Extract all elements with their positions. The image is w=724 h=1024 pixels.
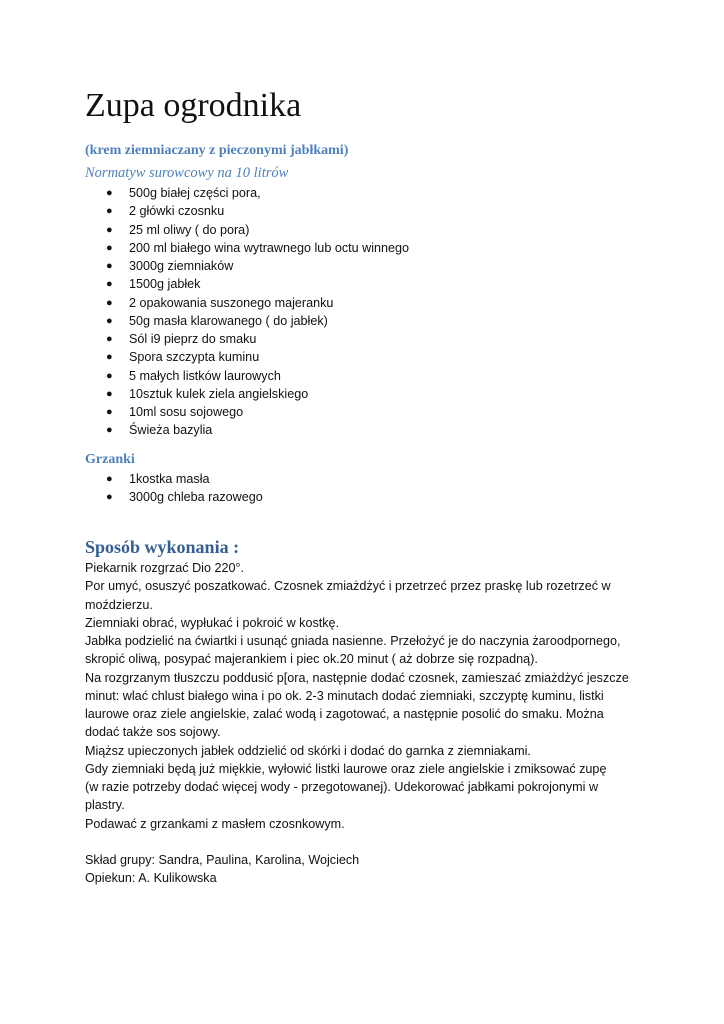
- ingredient-item-text: 1500g jabłek: [129, 277, 201, 292]
- method-line: (w razie potrzeby dodać więcej wody - przegotowanej). Udekorować jabłkami pokrojonymi w: [85, 780, 599, 794]
- ingredients-list: [106, 184, 409, 440]
- ingredient-item-text: 200 ml białego wina wytrawnego lub octu winnego: [129, 240, 410, 255]
- ingredient-item: [106, 184, 409, 202]
- norm-heading: Normatyw surowcowy na 10 litrów: [85, 165, 289, 181]
- method-heading: Sposób wykonania :: [85, 537, 240, 557]
- method-line: dodać także sos sojowy.: [85, 725, 221, 740]
- ingredient-item-text: 3000g ziemniaków: [129, 259, 234, 273]
- method-line: Miąższ upieczonych jabłek oddzielić od skórki i dodać do garnka z ziemniakami.: [85, 743, 531, 758]
- ingredient-item: [106, 403, 409, 421]
- ingredient-item-text: 50g masła klarowanego ( do jabłek): [129, 313, 328, 328]
- ingredient-item: [106, 294, 409, 312]
- grzanki-item: [106, 488, 263, 506]
- group-line: Skład grupy: Sandra, Paulina, Karolina, Wojciech: [85, 853, 360, 867]
- method-line: Ziemniaki obrać, wypłukać i pokroić w kostkę.: [85, 615, 340, 630]
- bullet-icon: ●: [106, 241, 113, 254]
- method-body: [85, 559, 645, 888]
- ingredient-item: [106, 257, 409, 275]
- ingredient-item-text: Sól i9 pieprz do smaku: [129, 332, 257, 346]
- bullet-icon: ●: [106, 351, 113, 364]
- bullet-icon: ●: [106, 260, 113, 272]
- bullet-icon: ●: [106, 406, 113, 418]
- document-title: Zupa ogrodnika: [85, 87, 302, 124]
- ingredient-item: [106, 421, 409, 439]
- ingredient-item: [106, 202, 409, 220]
- method-line: skropić oliwą, posypać majerankiem i piec ok.20 minut ( aż dobrze się rozpadną).: [85, 652, 538, 667]
- method-line: Por umyć, osuszyć poszatkować. Czosnek zmiażdżyć i przetrzeć przez praskę lub rozetrzeć w: [85, 579, 611, 594]
- ingredient-item: [106, 367, 409, 385]
- bullet-icon: ●: [106, 314, 113, 327]
- document-subtitle: (krem ziemniaczany z pieczonymi jabłkami): [85, 143, 349, 158]
- bullet-icon: ●: [106, 205, 113, 218]
- method-line: Podawać z grzankami z masłem czosnkowym.: [85, 816, 345, 831]
- ingredient-item: [106, 348, 409, 366]
- method-line: Piekarnik rozgrzać Dio 220°.: [85, 561, 245, 575]
- ingredient-item: [106, 312, 409, 330]
- method-line: Na rozgrzanym tłuszczu poddusić p[ora, następnie dodać czosnek, zamieszać zmiażdżyć jeszcze: [85, 670, 629, 685]
- bullet-icon: ●: [106, 187, 113, 199]
- method-line: plastry.: [85, 798, 125, 813]
- ingredient-item-text: 25 ml oliwy ( do pora): [129, 222, 250, 237]
- grzanki-list: [106, 470, 263, 507]
- grzanki-item-text: 1kostka masła: [129, 472, 210, 486]
- spacer: [85, 833, 645, 851]
- ingredient-item-text: 10sztuk kulek ziela angielskiego: [129, 386, 309, 401]
- bullet-icon: ●: [106, 491, 113, 504]
- ingredient-item-text: 500g białej części pora,: [129, 186, 261, 200]
- method-line: Jabłka podzielić na ćwiartki i usunąć gniada nasienne. Przełożyć je do naczynia żaroodpornego,: [85, 634, 621, 648]
- bullet-icon: ●: [106, 424, 113, 437]
- grzanki-item-text: 3000g chleba razowego: [129, 490, 263, 505]
- bullet-icon: ●: [106, 387, 113, 400]
- bullet-icon: ●: [106, 278, 113, 291]
- ingredient-item-text: Świeża bazylia: [129, 423, 213, 438]
- ingredient-item-text: Spora szczypta kuminu: [129, 350, 260, 365]
- method-line: minut: wlać chlust białego wina i po ok. 2-3 minutach dodać ziemniaki, szczyptę kuminu, listki: [85, 688, 604, 703]
- ingredient-item-text: 2 opakowania suszonego majeranku: [129, 295, 334, 310]
- ingredient-item-text: 5 małych listków laurowych: [129, 368, 281, 383]
- ingredient-item: [106, 239, 409, 257]
- ingredient-item: [106, 275, 409, 293]
- ingredient-item: [106, 385, 409, 403]
- ingredient-item-text: 2 główki czosnku: [129, 204, 225, 219]
- method-line: moździerzu.: [85, 597, 153, 612]
- bullet-icon: ●: [106, 333, 113, 345]
- supervisor-line: Opiekun: A. Kulikowska: [85, 871, 217, 886]
- bullet-icon: ●: [106, 296, 113, 309]
- ingredient-item: [106, 221, 409, 239]
- bullet-icon: ●: [106, 223, 113, 236]
- bullet-icon: ●: [106, 369, 113, 382]
- method-line: laurowe oraz ziele angielskie, zalać wodą i zagotować, a następnie posolić do smaku. Można: [85, 707, 604, 721]
- bullet-icon: ●: [106, 473, 113, 485]
- grzanki-item: [106, 470, 263, 488]
- grzanki-heading: Grzanki: [85, 452, 135, 467]
- ingredient-item: [106, 330, 409, 348]
- ingredient-item-text: 10ml sosu sojowego: [129, 405, 244, 419]
- method-line: Gdy ziemniaki będą już miękkie, wyłowić listki laurowe oraz ziele angielskie i zmiksować zupę: [85, 761, 607, 776]
- method-lines: [85, 559, 645, 833]
